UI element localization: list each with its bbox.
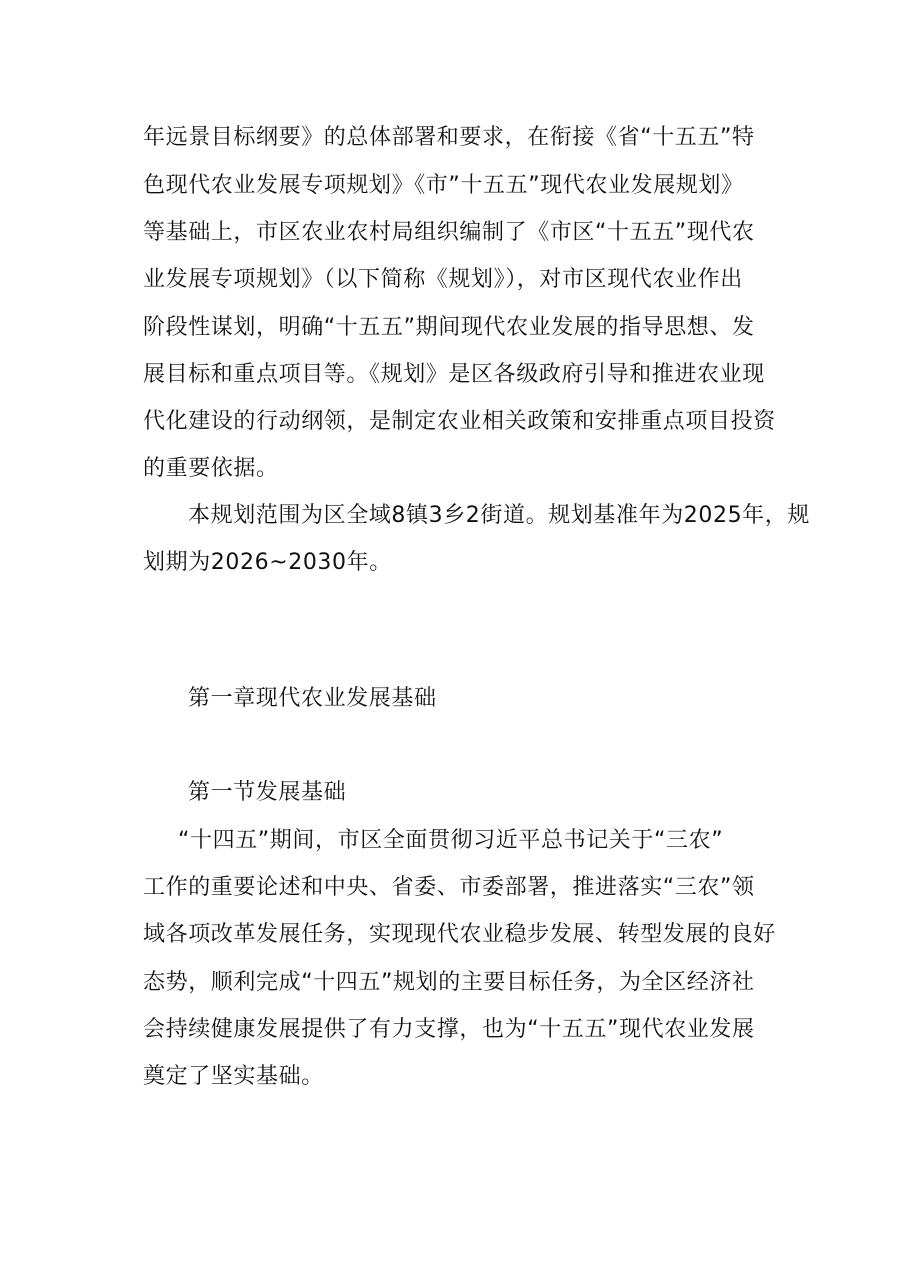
paragraph-line: 的重要依据。 [143, 456, 279, 481]
paragraph-line: 色现代农业发展专项规划》《市”十五五”现代农业发展规划》 [143, 173, 744, 198]
section-title: 第一节发展基础 [188, 780, 347, 805]
chapter-title: 第一章现代农业发展基础 [188, 686, 437, 711]
paragraph-line: 业发展专项规划》（以下简称《规划》），对市区现代农业作出 [143, 267, 743, 292]
paragraph-line: 态势，顺利完成“十四五”规划的主要目标任务，为全区经济社 [143, 970, 755, 995]
paragraph-line: 划期为2026~2030年。 [143, 550, 392, 575]
paragraph-line: 会持续健康发展提供了有力支撑，也为“十五五”现代农业发展 [143, 1017, 755, 1042]
paragraph-line: 展目标和重点项目等。《规划》是区各级政府引导和推进农业现 [143, 362, 765, 387]
paragraph-line: “十四五”期间，市区全面贯彻习近平总书记关于“三农” [178, 828, 724, 853]
paragraph-line: 代化建设的行动纲领，是制定农业相关政策和安排重点项目投资 [143, 409, 776, 434]
paragraph-line: 等基础上，市区农业农村局组织编制了《市区“十五五”现代农 [143, 220, 755, 245]
paragraph-line: 奠定了坚实基础。 [143, 1064, 324, 1089]
paragraph-line: 工作的重要论述和中央、省委、市委部署，推进落实“三农”领 [143, 875, 755, 900]
paragraph-line: 域各项改革发展任务，实现现代农业稳步发展、转型发展的良好 [143, 922, 776, 947]
paragraph-line: 年远景目标纲要》的总体部署和要求，在衔接《省“十五五”特 [143, 125, 755, 150]
paragraph-line: 阶段性谋划，明确“十五五”期间现代农业发展的指导思想、发 [143, 315, 755, 340]
paragraph-line: 本规划范围为区全域8镇3乡2街道。规划基准年为2025年，规 [188, 503, 810, 528]
